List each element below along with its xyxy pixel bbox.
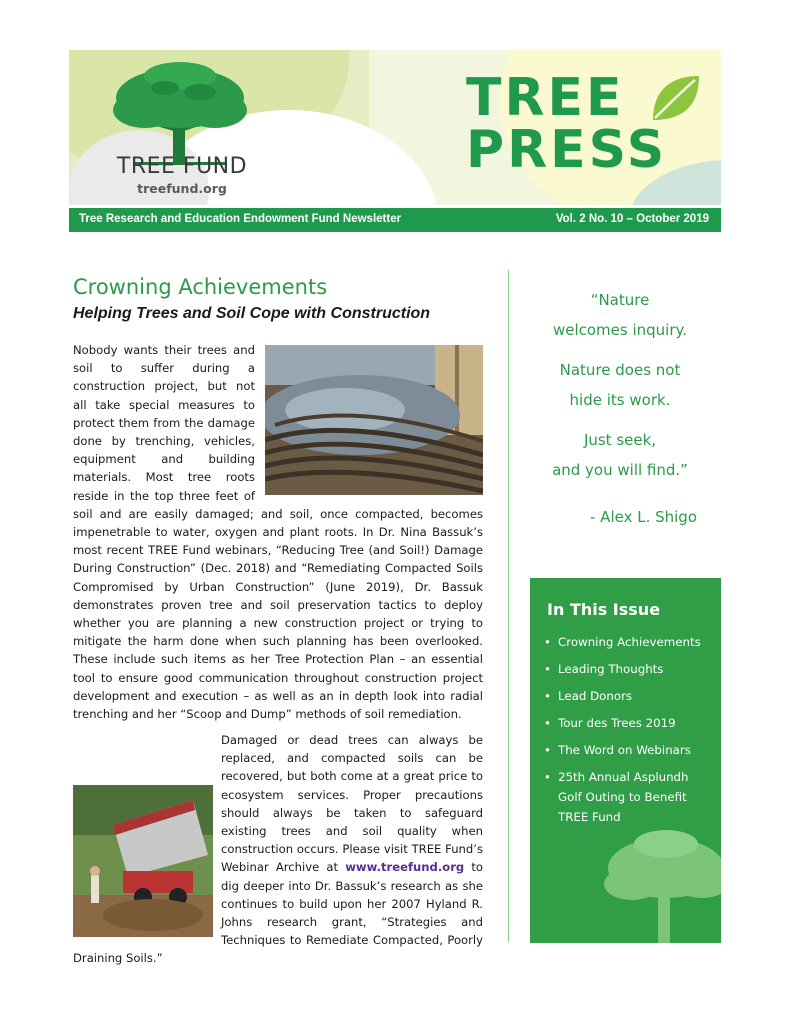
treefund-link[interactable]: www.treefund.org bbox=[345, 860, 465, 875]
issue-item[interactable]: • Crowning Achievements bbox=[544, 632, 714, 652]
quote-line: hide its work. bbox=[569, 391, 671, 409]
leaf-icon bbox=[649, 72, 701, 124]
issue-item[interactable]: • Tour des Trees 2019 bbox=[544, 713, 714, 733]
column-divider bbox=[508, 270, 509, 942]
issue-volume: Vol. 2 No. 10 – October 2019 bbox=[555, 213, 709, 225]
quote-line: Just seek, bbox=[583, 431, 657, 449]
quote-attribution: - Alex L. Shigo bbox=[590, 508, 698, 526]
issue-item[interactable]: • Leading Thoughts bbox=[544, 659, 714, 679]
paragraph-1-text: Nobody wants their trees and soil to suffer during a construction project, but not all take special measures to protect them from the damage done by trenching, vehicles, equipment and building materials. Most tree roots reside in the top three feet of soil and are easily damaged; and soil, once compacted, becomes impenetrable to water, oxygen and plant roots. In Dr. Nina Bassuk’s most recent TREE Fund webinars, “Reducing Tree (and Soil!) Damage During Construction” (Dec. 2018) and “Remediating Compacted Soils Compromised by Urban Construction” (June 2019), Dr. Bassuk demonstrates proven tree and soil preservation tactics to deploy whether you are planning a new construction project or trying to mitigate the harm done when such planning has been overlooked. These include such items as her Tree Protection Plan – an essential tool to ensure good communication throughout construction project development and execution – as well as an in depth look into radial trenching and her “Scoop and Dump” methods of soil remediation. bbox=[73, 343, 483, 722]
quote-line: welcomes inquiry. bbox=[552, 321, 688, 339]
quote-line: Nature does not bbox=[559, 361, 681, 379]
article-paragraph-2 bbox=[73, 731, 483, 968]
article-subtitle: Helping Trees and Soil Cope with Construction bbox=[73, 305, 431, 322]
logo-url: treefund.org bbox=[137, 181, 227, 196]
in-this-issue-title: In This Issue bbox=[547, 600, 661, 619]
dump-truck-photo bbox=[73, 785, 213, 937]
quote-line: “Nature bbox=[590, 291, 650, 309]
quote-line: and you will find.” bbox=[552, 461, 688, 479]
issue-item[interactable]: • 25th Annual Asplundh Golf Outing to Benefit TREE Fund bbox=[544, 767, 714, 827]
tire-tracks-image bbox=[265, 345, 483, 495]
tree-silhouette-icon bbox=[602, 826, 721, 943]
in-this-issue-list bbox=[544, 632, 714, 834]
masthead-title-line1: TREE bbox=[466, 68, 625, 128]
dump-truck-image bbox=[73, 785, 213, 937]
masthead-title-line2: PRESS bbox=[466, 120, 668, 180]
paragraph-2-text: Damaged or dead trees can always be replaced, and compacted soils can be recovered, but both come at a great price to ecosystem services. Proper precautions should always be taken to safeguard existing trees and soil quality when construction occurs. Please visit TREE Fund’s Webinar Archive at bbox=[221, 733, 483, 875]
article-paragraph-1 bbox=[73, 341, 483, 723]
compacted-soil-photo bbox=[265, 345, 483, 495]
issue-item[interactable]: • Lead Donors bbox=[544, 686, 714, 706]
issue-item[interactable]: • The Word on Webinars bbox=[544, 740, 714, 760]
pull-quote bbox=[528, 285, 712, 526]
newsletter-tagline: Tree Research and Education Endowment Fund Newsletter bbox=[79, 213, 402, 225]
header-info-bar bbox=[69, 208, 721, 232]
in-this-issue-box bbox=[530, 578, 721, 943]
paragraph-2-text-end: to dig deeper into Dr. Bassuk’s research as she continues to build upon her 2007 Hyland R. Johns research grant, “Strategies and Techniques to Remediate Compacted, Poorly Draining Soils.” bbox=[73, 860, 484, 966]
newsletter-header bbox=[69, 50, 721, 205]
article-title: Crowning Achievements bbox=[73, 275, 328, 299]
logo-wordmark: TREE FUND bbox=[116, 154, 248, 179]
